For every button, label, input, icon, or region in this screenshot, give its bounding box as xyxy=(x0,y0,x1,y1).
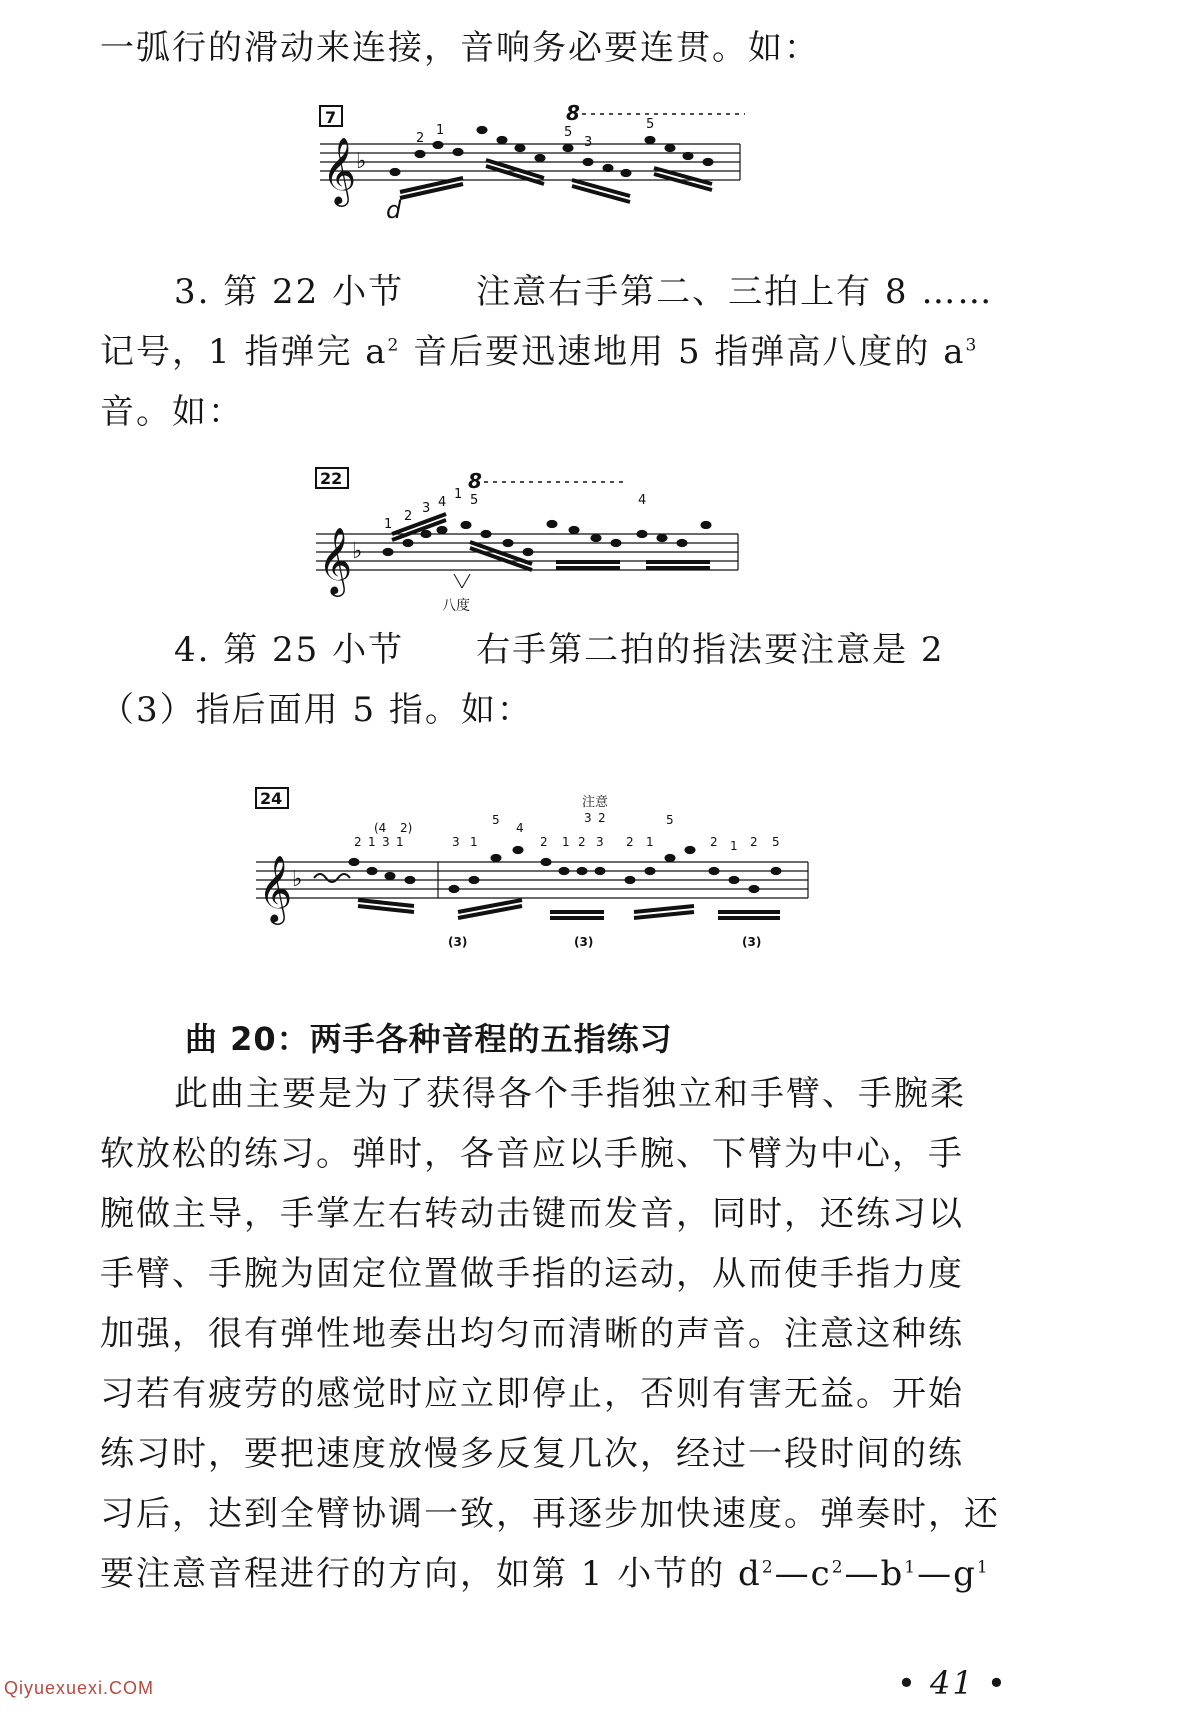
flat-sign-icon: ♭ xyxy=(356,149,367,174)
fingering-alt: 3 xyxy=(584,811,592,825)
fingering: 3 xyxy=(596,835,604,849)
music-excerpt-22 xyxy=(316,468,746,628)
fingering: 4 xyxy=(516,821,524,835)
fingering: 1 xyxy=(384,517,393,532)
paragraph-line: 习若有疲劳的感觉时应立即停止，否则有害无益。开始 xyxy=(100,1374,964,1414)
fingering: 1 xyxy=(562,835,570,849)
fingering: 2 xyxy=(354,835,362,849)
paragraph-line: 要注意音程进行的方向，如第 1 小节的 $d^2—c^2—b^1—g^1$ xyxy=(100,1554,990,1594)
fingering: 1 xyxy=(368,835,376,849)
fingering: 2 xyxy=(540,835,548,849)
fingering: 2 xyxy=(626,835,634,849)
text-line: 记号，1 指弹完 $a^2$ 音后要迅速地用 5 指弹高八度的 $a^3$ xyxy=(100,332,979,372)
paragraph-line: 腕做主导，手掌左右转动击键而发音，同时，还练习以 xyxy=(100,1194,964,1234)
text-line: 3. 第 22 小节 注意右手第二、三拍上有 8 …… xyxy=(174,272,994,312)
fingering: 1 xyxy=(730,839,738,853)
fingering: 1 xyxy=(470,835,478,849)
fingering: 2 xyxy=(404,509,413,524)
fingering: 5 xyxy=(646,117,655,132)
fingering: 3 xyxy=(382,835,390,849)
fingering: 5 xyxy=(564,125,573,140)
measure-number: 22 xyxy=(320,469,343,488)
paragraph-line: 习后，达到全臂协调一致，再逐步加快速度。弹奏时，还 xyxy=(100,1494,1000,1534)
fingering: 4 xyxy=(638,493,647,508)
text-line: 一弧行的滑动来连接，音响务必要连贯。如： xyxy=(100,28,820,68)
fingering-alt: (4 xyxy=(374,821,387,835)
fingering: 3 xyxy=(452,835,460,849)
svg-text:d: d xyxy=(386,196,402,224)
paragraph-line: 加强，很有弹性地奏出均匀而清晰的声音。注意这种练 xyxy=(100,1314,964,1354)
fingering: 5 xyxy=(666,813,674,827)
ottava-mark: 8 xyxy=(468,469,482,493)
text-line: （3）指后面用 5 指。如： xyxy=(100,690,533,730)
notes-group xyxy=(386,126,713,224)
paragraph-line: 手臂、手腕为固定位置做手指的运动，从而使手指力度 xyxy=(100,1254,964,1294)
fingering: 2 xyxy=(750,835,758,849)
fingering: 5 xyxy=(772,835,780,849)
measure-number: 24 xyxy=(260,789,283,808)
text-line: 音。如： xyxy=(100,392,244,432)
fingering: 2 xyxy=(578,835,586,849)
octave-annotation: 八度 xyxy=(442,598,470,614)
notes-group xyxy=(349,846,781,918)
paragraph-line: 软放松的练习。弹时，各音应以手腕、下臂为中心，手 xyxy=(100,1134,964,1174)
page-number: • 41 • xyxy=(897,1664,1008,1702)
fingering: 3 xyxy=(422,501,431,516)
trill-icon xyxy=(314,874,350,882)
flat-sign-icon: ♭ xyxy=(352,539,363,564)
fingering-alt: 2) xyxy=(400,821,413,835)
measure-number: 7 xyxy=(325,108,337,127)
alt-fingering-label: (3) xyxy=(448,935,468,949)
fingering: 2 xyxy=(710,835,718,849)
fingering: 1 xyxy=(436,123,445,138)
watermark: Qiyuexuexi.COM xyxy=(4,1678,155,1698)
paragraph-line: 练习时，要把速度放慢多反复几次，经过一段时间的练 xyxy=(100,1434,964,1474)
paragraph-line: 此曲主要是为了获得各个手指独立和手臂、手腕柔 xyxy=(174,1074,966,1114)
alt-fingering-label: (3) xyxy=(574,935,594,949)
treble-clef-icon: 𝄞 xyxy=(318,526,353,594)
fingering: 1 xyxy=(454,487,463,502)
section-heading: 曲 20：两手各种音程的五指练习 xyxy=(185,1020,673,1058)
attention-annotation: 注意 xyxy=(582,795,609,810)
text-line: 4. 第 25 小节 右手第二拍的指法要注意是 2 xyxy=(174,630,945,670)
fingering: 5 xyxy=(492,813,500,827)
ottava-mark: 8 xyxy=(566,101,580,125)
alt-fingering-label: (3) xyxy=(742,935,762,949)
flat-sign-icon: ♭ xyxy=(292,867,303,892)
treble-clef-icon: 𝄞 xyxy=(322,136,357,204)
fingering-alt: 2 xyxy=(598,811,606,825)
music-excerpt-24 xyxy=(256,788,816,958)
fingering: 1 xyxy=(646,835,654,849)
fingering: 4 xyxy=(438,495,447,510)
treble-clef-icon: 𝄞 xyxy=(258,854,293,922)
music-excerpt-7 xyxy=(320,100,750,230)
fingering: 2 xyxy=(416,131,425,146)
fingering: 3 xyxy=(584,135,593,150)
fingering: 5 xyxy=(470,493,479,508)
fingering: 1 xyxy=(396,835,404,849)
